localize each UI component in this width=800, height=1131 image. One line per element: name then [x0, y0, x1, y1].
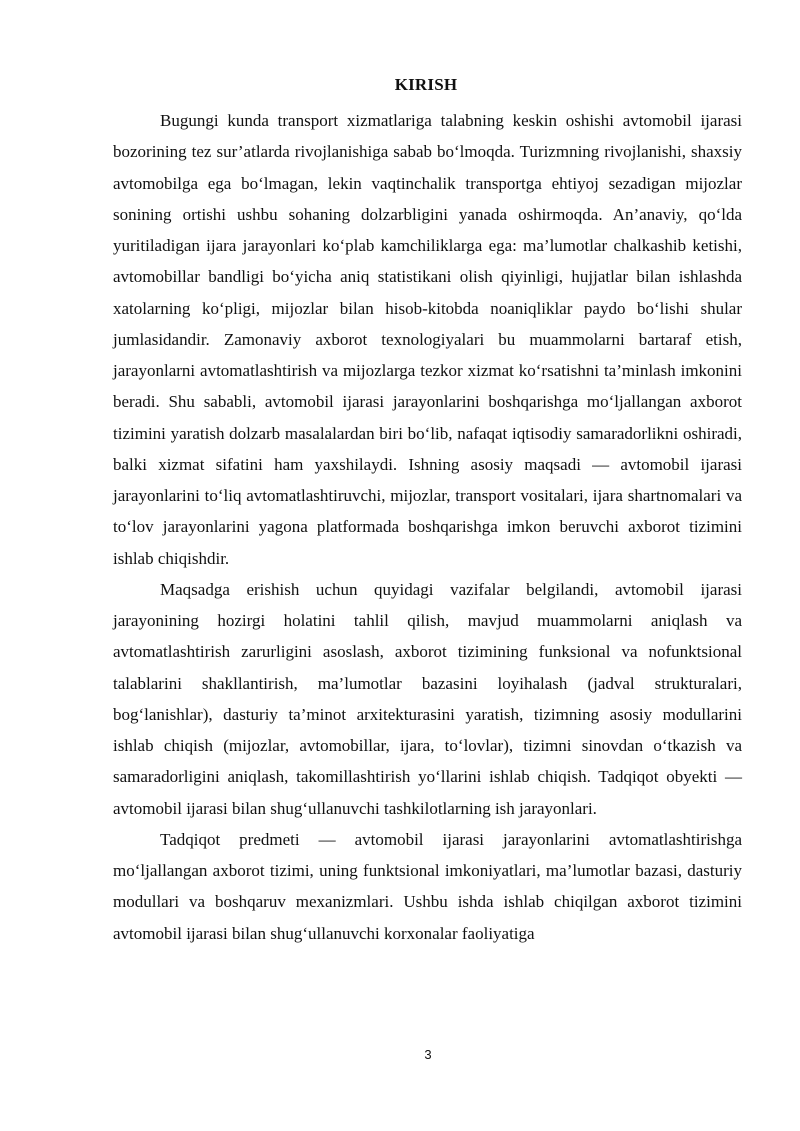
- paragraph-introduction: Bugungi kunda transport xizmatlariga talabning keskin oshishi avtomobil ijarasi bozorining tez sur’atlarda rivojlanishiga sabab bo‘lmoqda. Turizmning rivojlanishi, shaxsiy avtomobilga ega bo‘lmagan, lekin vaqtinchalik transportga ehtiyoj sezadigan mijozlar sonining ortishi ushbu sohaning dolzarbligini yanada oshirmoqda. An’anaviy, qo‘lda yuritiladigan ijara jarayonlari ko‘plab kamchiliklarga ega: ma’lumotlar chalkashib ketishi, avtomobillar bandligi bo‘yicha aniq statistikani olish qiyinligi, hujjatlar bilan ishlashda xatolarning ko‘pligi, mijozlar bilan hisob-kitobda noaniqliklar paydo bo‘lishi shular jumlasidandir. Zamonaviy axborot texnologiyalari bu muammolarni bartaraf etish, jarayonlarni avtomatlashtirish va mijozlarga tezkor xizmat ko‘rsatishni ta’minlash imkonini beradi. Shu sababli, avtomobil ijarasi jarayonlarini boshqarishga mo‘ljallangan axborot tizimini yaratish dolzarb masalalardan biri bo‘lib, nafaqat iqtisodiy samaradorlikni oshiradi, balki xizmat sifatini ham yaxshilaydi. Ishning asosiy maqsadi — avtomobil ijarasi jarayonlarini to‘liq avtomatlashtiruvchi, mijozlar, transport vositalari, ijara shartnomalari va to‘lov jarayonlarini yagona platformada boshqarishga imkon beruvchi axborot tizimini ishlab chiqishdir.: [113, 111, 742, 568]
- paragraph-tasks: Maqsadga erishish uchun quyidagi vazifalar belgilandi, avtomobil ijarasi jarayonining hozirgi holatini tahlil qilish, mavjud muammolarni aniqlash va avtomatlashtirish zarurligini asoslash, axborot tizimining funksional va nofunktsional talablarini shakllantirish, ma’lumotlar bazasini loyihalash (jadval strukturalari, bog‘lanishlar), dasturiy ta’minot arxitekturasini yaratish, tizimning asosiy modullarini ishlab chiqish (mijozlar, avtomobillar, ijara, to‘lovlar), tizimni sinovdan o‘tkazish va samaradorligini aniqlash, takomillashtirish yo‘llarini ishlab chiqish. Tadqiqot obyekti — avtomobil ijarasi bilan shug‘ullanuvchi tashkilotlarning ish jarayonlari.: [113, 579, 742, 818]
- body-text: [113, 105, 742, 949]
- section-heading: KIRISH: [394, 75, 458, 94]
- page-number: 3: [424, 1047, 432, 1062]
- paragraph-research-subject: Tadqiqot predmeti — avtomobil ijarasi jarayonlarini avtomatlashtirishga mo‘ljallangan axborot tizimi, uning funktsional imkoniyatlari, ma’lumotlar bazasi, dasturiy modullari va boshqaruv mexanizmlari. Ushbu ishda ishlab chiqilgan axborot tizimini avtomobil ijarasi bilan shug‘ullanuvchi korxonalar faoliyatiga: [113, 829, 742, 943]
